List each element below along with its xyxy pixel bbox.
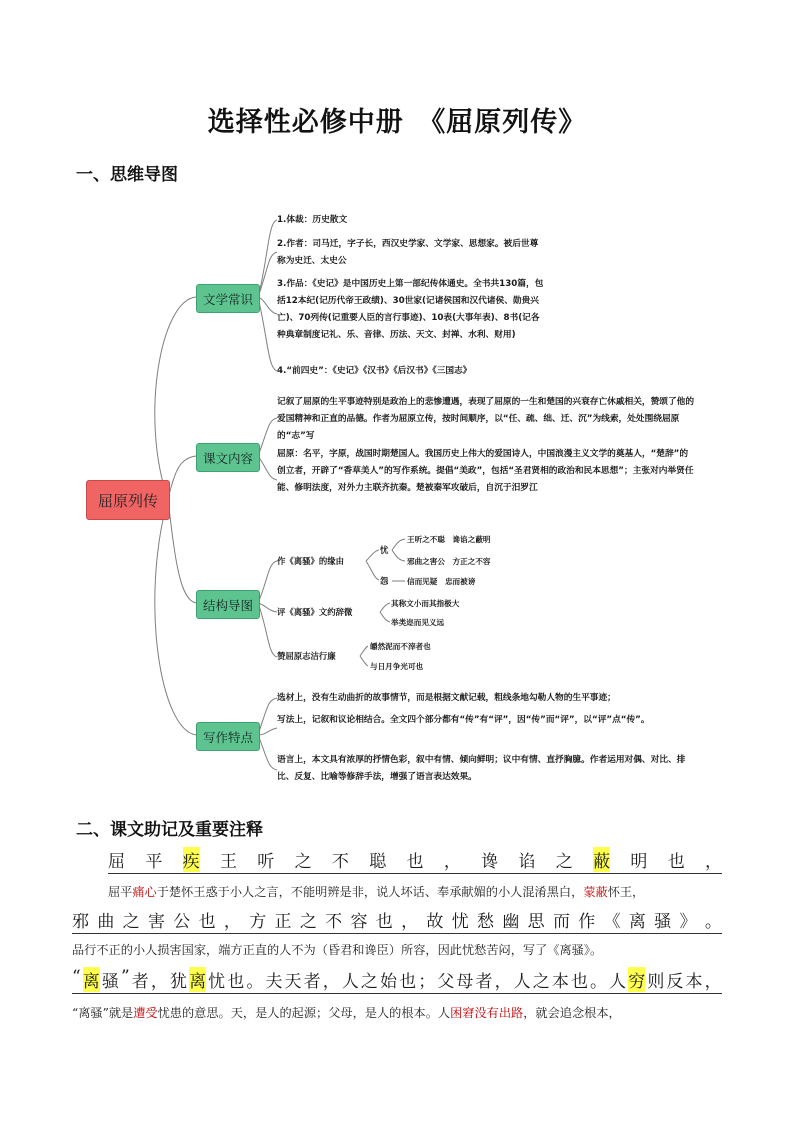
document-title: 选择性必修中册 《屈原列传》 [207,107,587,138]
translation-line: 屈平痛心于楚怀王惑于小人之言，不能明辨是非，说人坏话、奉承献媚的小人混淆黑白，蒙蔽怀王， [108,885,645,899]
structure-worry: 忧 [380,545,389,555]
mindmap-root-node: 屈原列传 [86,480,170,520]
branch-text-content: 课文内容 [196,443,260,472]
branch-structure-map: 结构导图 [196,590,260,619]
section-heading-mindmap: 一、思维导图 [76,165,178,185]
leaf-quyuan-bio: 屈原：名平，字原，战国时期楚国人。我国历史上伟大的爱国诗人，中国浪漫主义文学的奠基人，“楚辞”的创立者，开辟了“香草美人”的写作系统。提倡“美政”，包括“圣君贤相的政治和民本思想”；主张对内举贤任能、修明法度，对外力主联齐抗秦。楚被秦军攻破后，自沉于汨罗江 [277,449,694,493]
structure-praise-1: 皭然泥而不滓者也 [370,642,431,651]
leaf-genre: 1.体裁：历史散文 [277,215,348,225]
branch-literary-knowledge: 文学常识 [196,284,260,313]
structure-worry-2: 邪曲之害公 方正之不容 [407,557,491,566]
leaf-author: 2.作者：司马迁，字子长，西汉史学家、文学家、思想家。被后世尊称为史迁、太史公 [277,239,539,266]
leaf-works: 3.作品：《史记》是中国历史上第一部纪传体通史。全书共130篇，包括12本纪(记历代帝王政绩)、30世家(记诸侯国和汉代诸侯、勋贵兴亡)、70列传(记重要人臣的言行事迹)、10表(大事年表)、8书(记各种典章制度记礼、乐、音律、历法、天文、封禅、水利、财用) [277,279,544,340]
structure-evaluate-1: 其称文小而其指极大 [391,599,460,608]
original-line: 邪 曲 之 害 公 也 ， 方 正 之 不 容 也 ， 故 忧 愁 幽 思 而 作 《 离 骚 》 。 [72,907,722,934]
structure-resent: 怨 [380,576,389,586]
structure-worry-1: 王听之不聪 谗谄之蔽明 [407,535,491,544]
translation-line: “离骚”就是遭受忧患的意思。天，是人的起源；父母，是人的根本。人困窘没有出路，就会追念根本， [72,1006,621,1020]
structure-evaluate-2: 举类迩而见义远 [391,618,445,627]
branch-writing-features: 写作特点 [196,722,260,751]
structure-praise: 赞屈原志洁行廉 [277,651,336,661]
leaf-language: 语言上，本文具有浓厚的抒情色彩，叙中有情、倾向鲜明；议中有情、直抒胸臆。作者运用对偶、对比、排比、反复、比喻等修辞手法，增强了语言表达效果。 [277,755,686,782]
leaf-four-histories: 4.“前四史”：《史记》《汉书》《后汉书》《三国志》 [277,366,472,376]
original-line: 屈 平 疾 王 听 之 不 聪 也 ， 谗 谄 之 蔽 明 也 ， [108,847,722,874]
structure-resent-1: 信而见疑 忠而被谤 [407,577,476,586]
structure-evaluate: 评《离骚》文约辞微 [277,607,353,617]
leaf-method: 写法上，记叙和议论相结合。全文四个部分都有“传”有“评”，因“传”而“评”，以“评”点“传”。 [277,715,650,725]
section-heading-notes: 二、课文助记及重要注释 [76,820,263,840]
leaf-content-summary: 记叙了屈原的生平事迹特别是政治上的悲惨遭遇，表现了屈原的一生和楚国的兴衰存亡休戚相关，赞颂了他的爱国精神和正直的品德。作者为屈原立传，按时间顺序，以“任、疏、绌、迁、沉”为线索，处处围绕屈原的“志”写 [277,397,694,441]
structure-praise-2: 与日月争光可也 [370,662,424,671]
original-line: “ 离 骚 ” 者 ， 犹 离 忧 也 。 夫 天 者 ， 人 之 始 也 ； 父 母 者 ， 人 之 本 也 。 人 穷 则 反 本 ， [72,967,722,992]
leaf-material: 选材上，没有生动曲折的故事情节，而是根据文献记载，粗线条地勾勒人物的生平事迹； [277,693,616,703]
translation-line: 品行不正的小人损害国家，端方正直的人不为（昏君和谗臣）所容，因此忧愁苦闷，写了《离骚》。 [72,943,603,957]
structure-reason: 作《离骚》的缘由 [277,556,344,566]
